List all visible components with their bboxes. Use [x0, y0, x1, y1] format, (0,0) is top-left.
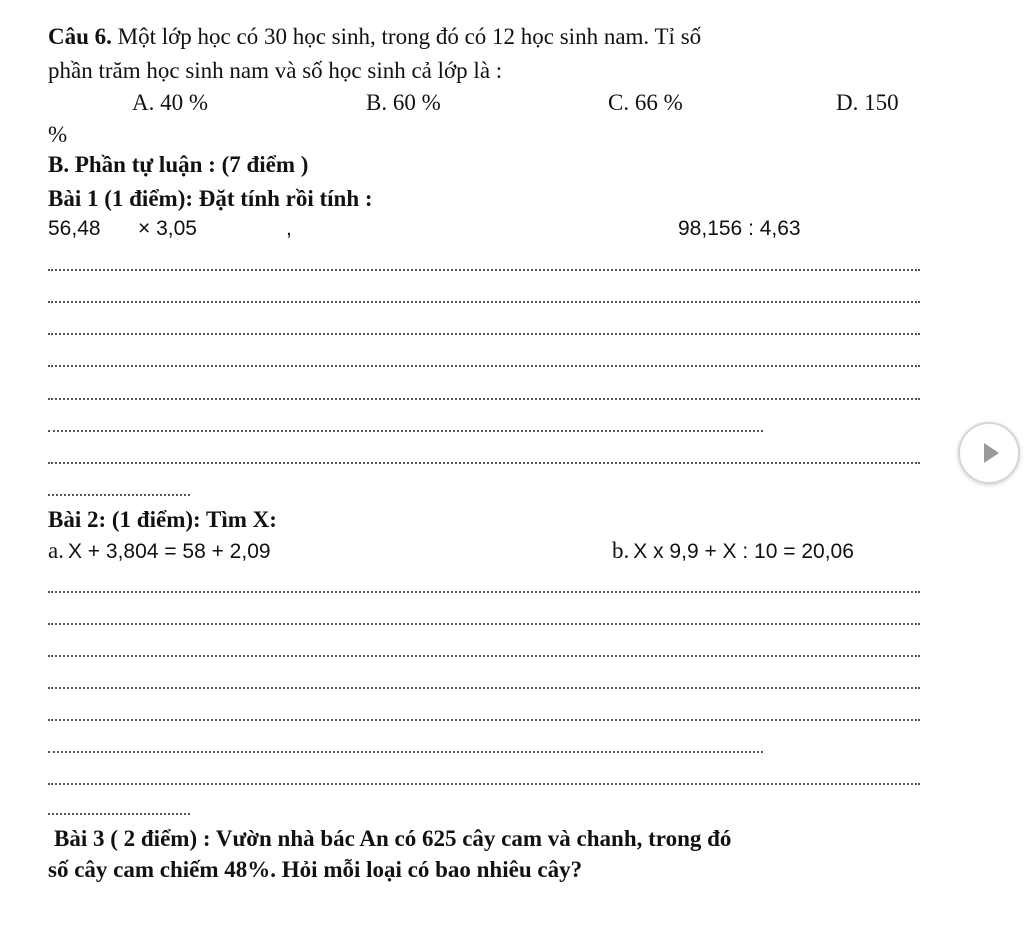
- exercise-1-expr-1-right: × 3,05: [138, 217, 197, 240]
- exercise-2-part-a: [48, 536, 271, 567]
- question-6-line-1: [48, 22, 701, 52]
- answer-line: [48, 301, 920, 303]
- answer-line: [48, 813, 190, 815]
- option-a: A. 40 %: [132, 90, 209, 115]
- exercise-2-title: Bài 2: (1 điểm): Tìm X:: [48, 507, 277, 532]
- answer-line: [48, 333, 920, 335]
- question-6-line-2: phần trăm học sinh nam và số học sinh cả lớp là :: [48, 58, 503, 83]
- question-6-text: Một lớp học có 30 học sinh, trong đó có 12 học sinh nam. Tỉ số: [117, 24, 702, 49]
- answer-line: [48, 623, 920, 625]
- answer-line: [48, 687, 920, 689]
- answer-line: [48, 719, 920, 721]
- exercise-2-part-b: [612, 536, 854, 567]
- option-d: D. 150: [836, 90, 899, 115]
- option-d-percent: %: [48, 122, 68, 147]
- answer-line: [48, 365, 920, 367]
- answer-line: [48, 269, 920, 271]
- exercise-2-b-expr: X x 9,9 + X : 10 = 20,06: [633, 540, 854, 563]
- play-button[interactable]: [958, 422, 1020, 484]
- option-b: B. 60 %: [366, 90, 441, 115]
- question-6-label: Câu 6.: [48, 24, 112, 49]
- play-icon: [960, 424, 1018, 482]
- option-c: C. 66 %: [608, 90, 683, 115]
- answer-line: [48, 751, 763, 753]
- answer-line: [48, 494, 190, 496]
- exercise-1-title: Bài 1 (1 điểm): Đặt tính rồi tính :: [48, 186, 373, 211]
- exercise-3-line-1: Bài 3 ( 2 điểm) : Vườn nhà bác An có 625 cây cam và chanh, trong đó: [54, 826, 732, 851]
- exercise-2-b-label: b.: [612, 538, 630, 563]
- exercise-1-separator: ,: [286, 217, 292, 240]
- exercise-3-line-2: số cây cam chiếm 48%. Hỏi mỗi loại có bao nhiêu cây?: [48, 857, 583, 882]
- answer-line: [48, 783, 920, 785]
- exercise-1-expr-2: 98,156 : 4,63: [678, 217, 801, 240]
- answer-line: [48, 655, 920, 657]
- exercise-2-a-label: a.: [48, 538, 64, 563]
- answer-line: [48, 462, 920, 464]
- exercise-2-a-expr: X + 3,804 = 58 + 2,09: [67, 540, 271, 563]
- answer-line: [48, 398, 920, 400]
- answer-line: [48, 591, 920, 593]
- exercise-1-expr-1-left: 56,48: [48, 217, 101, 240]
- part-b-title: B. Phần tự luận : (7 điểm ): [48, 152, 309, 177]
- answer-line: [48, 430, 763, 432]
